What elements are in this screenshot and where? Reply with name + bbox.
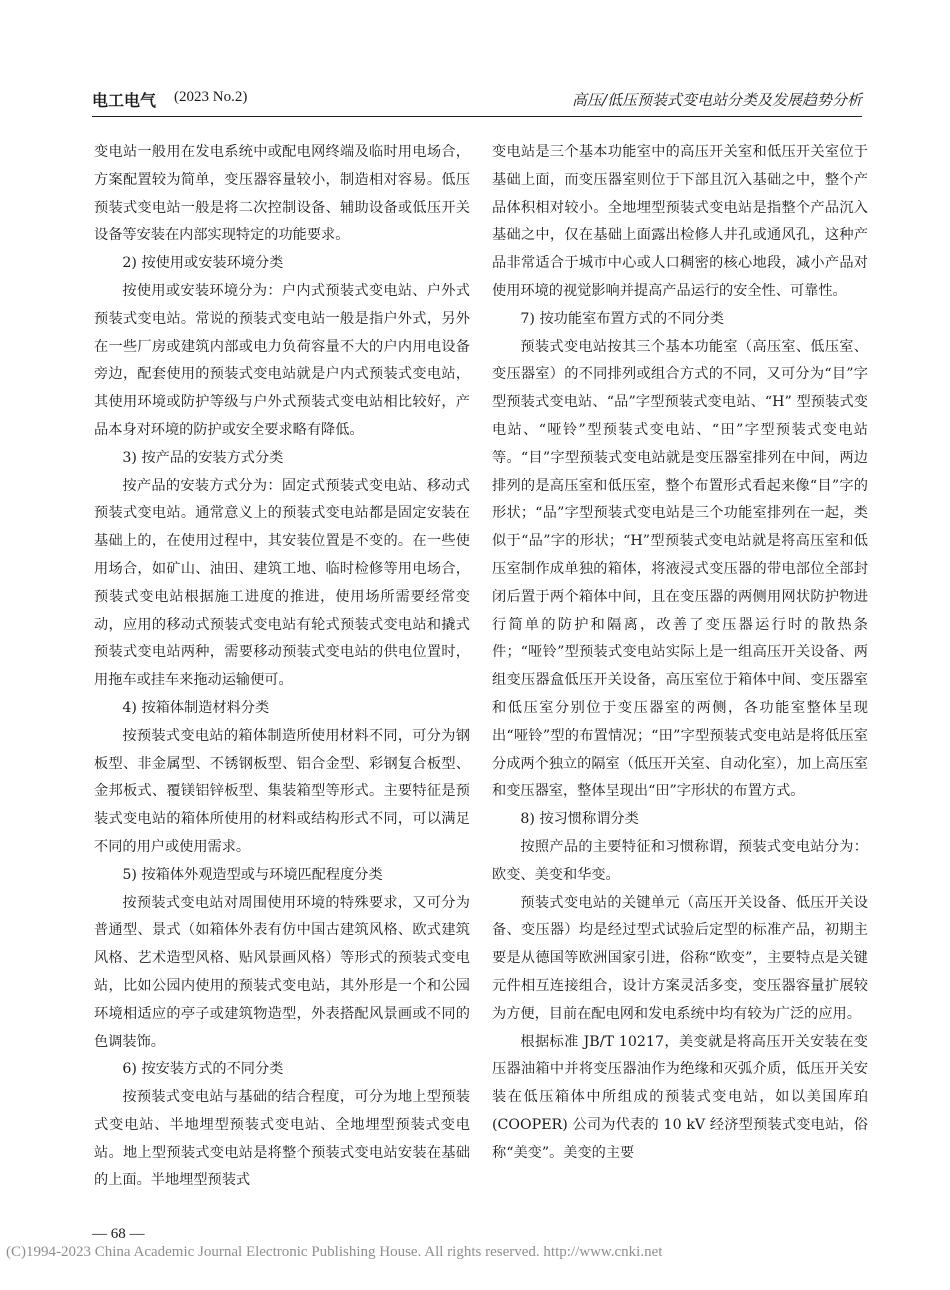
- section-heading: 6) 按安装方式的不同分类: [122, 1061, 284, 1078]
- section-heading: 3) 按产品的安装方式分类: [122, 449, 284, 466]
- paragraph: 预装式变电站的关键单元（高压开关设备、低压开关设备、变压器）均是经过型式试验后定型的标准产品，初期主要是从德国等欧洲国家引进，俗称“欧变”，主要特点是关键元件相互连接组合，设计方案灵活多变，变压器容量扩展较为方便，目前在配电网和发电系统中均有较为广泛的应用。: [492, 894, 868, 1022]
- section-heading: 4) 按箱体制造材料分类: [122, 699, 270, 716]
- page-number: — 68 —: [92, 1226, 145, 1242]
- paragraph: 按预装式变电站与基础的结合程度，可分为地上型预装式变电站、半地埋型预装式变电站、全地埋型预装式变电站。地上型预装式变电站是将整个预装式变电站安装在基础的上面。半地埋型预装式: [94, 1089, 470, 1189]
- paragraph: 根据标准 JB/T 10217，美变就是将高压开关安装在变压器油箱中并将变压器油作为绝缘和灭弧介质，低压开关安装在低压箱体中所组成的预装式变电站，如以美国库珀 (COOPER) 公司为代表的 10 kV 经济型预装式变电站，俗称“美变”。美变的主要: [492, 1033, 868, 1161]
- journal-issue: (2023 No.2): [174, 89, 248, 105]
- paragraph-continued: 变电站是三个基本功能室中的高压开关室和低压开关室位于基础上面，而变压器室则位于下部且沉入基础之中，整个产品体积相对较小。全地埋型预装式变电站是指整个产品沉入基础之中，仅在基础上面露出检修人井孔或通风孔，这种产品非常适合于城市中心或人口稠密的核心地段，减小产品对使用环境的视觉影响并提高产品运行的安全性、可靠性。: [492, 144, 868, 299]
- section-heading: 8) 按习惯称谓分类: [520, 811, 639, 828]
- paragraph: 按使用或安装环境分为：户内式预装式变电站、户外式预装式变电站。常说的预装式变电站一般是指户外式，另外在一些厂房或建筑内部或电力负荷容量不大的户内用电设备旁边，配套使用的预装式变电站就是户内式预装式变电站，其使用环境或防护等级与户外式预装式变电站相比较好，产品本身对环境的防护或安全要求略有降低。: [94, 282, 470, 438]
- section-heading: 7) 按功能室布置方式的不同分类: [520, 310, 724, 327]
- running-header: [92, 88, 862, 110]
- right-column: [492, 139, 868, 1167]
- section-heading: 2) 按使用或安装环境分类: [122, 255, 284, 272]
- section-heading: 5) 按箱体外观造型或与环境匹配程度分类: [122, 866, 383, 883]
- copyright-notice: (C)1994-2023 China Academic Journal Electronic Publishing House. All rights reserved. http://www.cnki.net: [6, 1244, 663, 1260]
- header-rule: [92, 116, 862, 117]
- paragraph: 按预装式变电站对周围使用环境的特殊要求，又可分为普通型、景式（如箱体外表有仿中国古建筑风格、欧式建筑风格、艺术造型风格、贴风景画风格）等形式的预装式变电站，比如公园内使用的预装式变电站，其外形是一个和公园环境相适应的亭子或建筑物造型，外表搭配风景画或不同的色调装饰。: [94, 894, 470, 1050]
- paragraph: 预装式变电站按其三个基本功能室（高压室、低压室、变压器室）的不同排列或组合方式的不同，又可分为“目”字型预装式变电站、“品”字型预装式变电站、“H” 型预装式变电站、“哑铃”型预装式变电站、“田”字型预装式变电站等。“目”字型预装式变电站就是变压器室排列在中间，两边排列的是高压室和低压室，整个布置形式看起来像“目”字的形状；“品”字型预装式变电站是三个功能室排列在一起，类似于“品”字的形状；“H”型预装式变电站就是将高压室和低压室制作成单独的箱体，将液浸式变压器的带电部位全部封闭后置于两个箱体中间，且在变压器的两侧用网状防护物进行简单的防护和隔离，改善了变压器运行时的散热条件；“哑铃”型预装式变电站实际上是一组高压开关设备、两组变压器盒低压开关设备，高压室位于箱体中间、变压器室和低压室分别位于变压器室的两侧，各功能室整体呈现出“哑铃”型的布置情况；“田”字型预装式变电站是将低压室分成两个独立的隔室（低压开关室、自动化室），加上高压室和变压器室，整体呈现出“田”字形状的布置方式。: [492, 338, 868, 800]
- left-column: [94, 139, 470, 1195]
- paragraph: 按照产品的主要特征和习惯称谓，预装式变电站分为：欧变、美变和华变。: [492, 838, 868, 883]
- journal-name: 电工电气: [92, 91, 157, 110]
- paragraph: 按产品的安装方式分为：固定式预装式变电站、移动式预装式变电站。通常意义上的预装式变电站都是固定安装在基础上的，在使用过程中，其安装位置是不变的。在一些使用场合，如矿山、油田、建筑工地、临时检修等用电场合，预装式变电站根据施工进度的推进，使用场所需要经常变动，应用的移动式预装式变电站有轮式预装式变电站和撬式预装式变电站两种，需要移动预装式变电站的供电位置时，用拖车或挂车来拖动运输便可。: [94, 477, 470, 689]
- paragraph-continued: 变电站一般用在发电系统中或配电网终端及临时用电场合，方案配置较为简单，变压器容量较小，制造相对容易。低压预装式变电站一般是将二次控制设备、辅助设备或低压开关设备等安装在内部实现特定的功能要求。: [94, 144, 470, 244]
- paragraph: 按预装式变电站的箱体制造所使用材料不同，可分为钢板型、非金属型、不锈钢板型、铝合金型、彩钢复合板型、金邦板式、覆镁铝锌板型、集装箱型等形式。主要特征是预装式变电站的箱体所使用的材料或结构形式不同，可以满足不同的用户或使用需求。: [94, 727, 470, 855]
- running-title: 高压/低压预装式变电站分类及发展趋势分析: [571, 91, 862, 109]
